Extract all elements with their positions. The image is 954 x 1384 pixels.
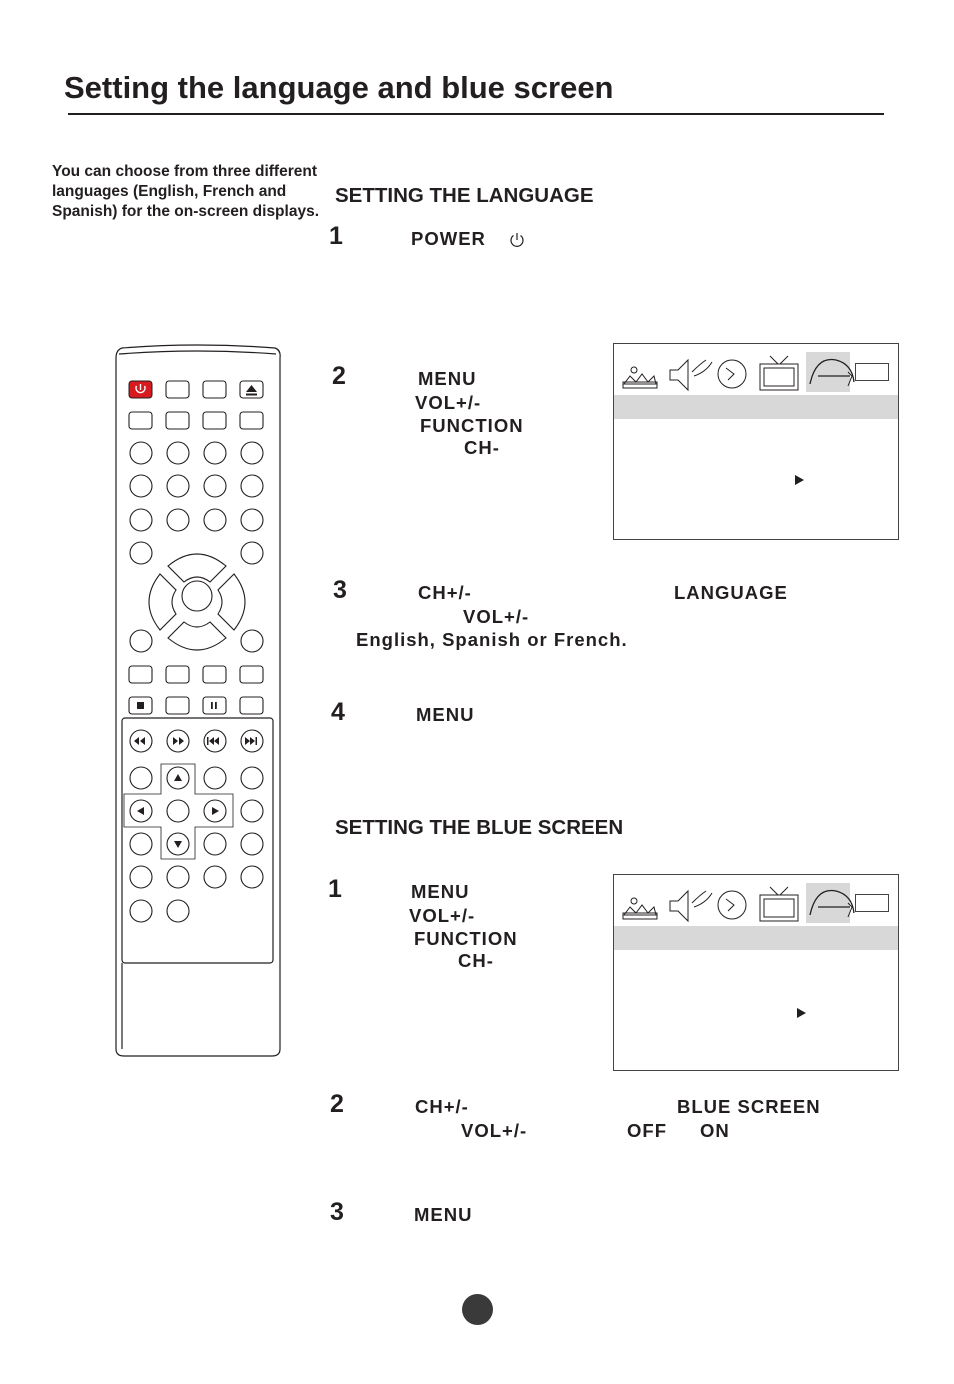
blue-step1-ch: CH-: [458, 950, 494, 971]
osd-highlight-bar: [614, 395, 898, 419]
tv-icon: [760, 887, 798, 921]
lang-step3-language: LANGUAGE: [674, 582, 788, 603]
osd-icon-row: [622, 352, 862, 394]
intro-line-1: You can choose from three different: [52, 163, 317, 180]
title-rule: [68, 113, 884, 115]
page-title: Setting the language and blue screen: [64, 70, 614, 105]
lang-step2-vol: VOL+/-: [415, 392, 482, 413]
osd-menu-language: [613, 343, 899, 540]
timer-icon: [718, 360, 746, 388]
osd-highlight-bar: [614, 926, 898, 950]
blue-step2-ch: CH+/-: [415, 1096, 469, 1117]
osd-arrow-icon: [797, 1008, 806, 1018]
osd-small-box: [855, 363, 889, 381]
lang-step2-function: FUNCTION: [420, 415, 524, 436]
lang-step2-number: 2: [332, 362, 346, 390]
blue-step1-vol: VOL+/-: [409, 905, 476, 926]
function-icon: [810, 891, 854, 918]
blue-step1-function: FUNCTION: [414, 928, 518, 949]
tv-icon: [760, 356, 798, 390]
page-number-badge: [462, 1294, 493, 1325]
function-icon: [810, 360, 854, 387]
lang-step3-vol: VOL+/-: [463, 606, 530, 627]
osd-icon-row: [622, 883, 862, 925]
blue-step2-number: 2: [330, 1090, 344, 1118]
lang-step1-power: POWER: [411, 228, 486, 249]
lang-step2-menu: MENU: [418, 368, 477, 389]
picture-icon: [623, 898, 657, 919]
picture-icon: [623, 367, 657, 388]
timer-icon: [718, 891, 746, 919]
lang-step3-number: 3: [333, 576, 347, 604]
blue-step2-on: ON: [700, 1120, 730, 1141]
intro-text: [52, 162, 347, 222]
section-heading-blue-screen: SETTING THE BLUE SCREEN: [335, 816, 624, 839]
blue-step2-blue-screen: BLUE SCREEN: [677, 1096, 821, 1117]
blue-step3-number: 3: [330, 1198, 344, 1226]
blue-step2-vol: VOL+/-: [461, 1120, 528, 1141]
section-heading-language: SETTING THE LANGUAGE: [335, 184, 594, 207]
lang-step1-number: 1: [329, 222, 343, 250]
sound-icon: [670, 360, 712, 390]
blue-step1-menu: MENU: [411, 881, 470, 902]
lang-step3-ch: CH+/-: [418, 582, 472, 603]
osd-menu-blue-screen: [613, 874, 899, 1071]
blue-step3-menu: MENU: [414, 1204, 473, 1225]
blue-step1-number: 1: [328, 875, 342, 903]
remote-control-illustration: [110, 344, 285, 1062]
blue-step2-off: OFF: [627, 1120, 667, 1141]
lang-step3-options: English, Spanish or French.: [356, 629, 628, 650]
intro-line-3: Spanish) for the on-screen displays.: [52, 203, 320, 220]
lang-step4-number: 4: [331, 698, 345, 726]
lang-step2-ch: CH-: [464, 437, 500, 458]
osd-small-box: [855, 894, 889, 912]
sound-icon: [670, 891, 712, 921]
osd-arrow-icon: [795, 475, 804, 485]
lang-step4-menu: MENU: [416, 704, 475, 725]
intro-line-2: languages (English, French and: [52, 183, 287, 200]
power-icon: [508, 231, 526, 249]
